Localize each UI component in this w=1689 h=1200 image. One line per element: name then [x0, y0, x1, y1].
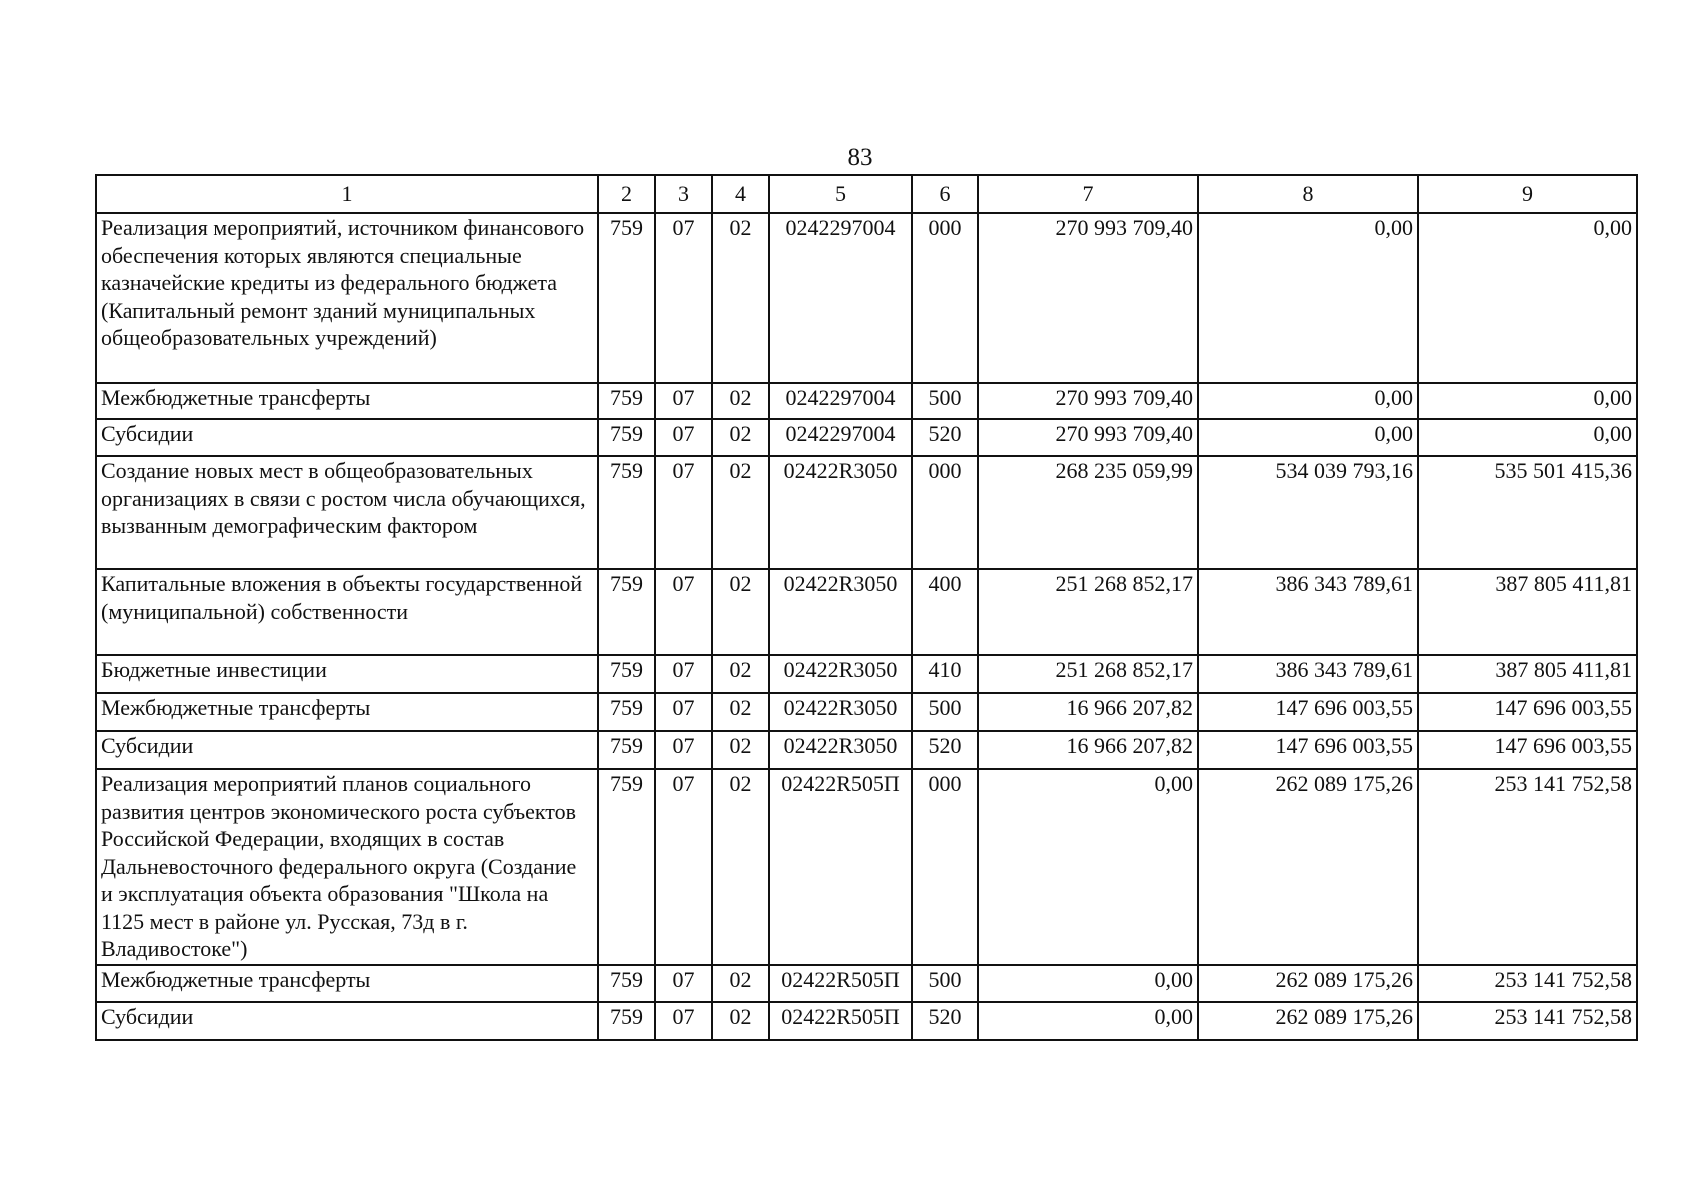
table-row	[96, 693, 1637, 731]
amount-col8-cell: 147 696 003,55	[1198, 693, 1418, 731]
amount-col8-cell: 386 343 789,61	[1198, 655, 1418, 693]
amount-col8-cell: 147 696 003,55	[1198, 731, 1418, 769]
admin-code-cell: 759	[598, 383, 655, 419]
column-header: 2	[598, 175, 655, 213]
subsection-cell: 02	[712, 693, 769, 731]
subsection-cell: 02	[712, 731, 769, 769]
amount-col9-cell: 0,00	[1418, 383, 1637, 419]
section-cell: 07	[655, 419, 712, 456]
column-header: 4	[712, 175, 769, 213]
amount-col9-cell: 0,00	[1418, 213, 1637, 383]
section-cell: 07	[655, 769, 712, 965]
row-name-cell: Реализация мероприятий планов социального развития центров экономического роста субъектов Российской Федерации, входящих в состав Дальневосточного федерального округа (Создание и эксплуатация объекта образования "Школа на 1125 мест в районе ул. Русская, 73д в г. Владивостоке")	[96, 769, 598, 965]
row-name-cell: Межбюджетные трансферты	[96, 383, 598, 419]
amount-col9-cell: 253 141 752,58	[1418, 965, 1637, 1002]
expense-type-cell: 500	[912, 693, 978, 731]
admin-code-cell: 759	[598, 1002, 655, 1040]
amount-col8-cell: 0,00	[1198, 419, 1418, 456]
section-cell: 07	[655, 731, 712, 769]
amount-col8-cell: 0,00	[1198, 213, 1418, 383]
amount-col8-cell: 386 343 789,61	[1198, 569, 1418, 655]
amount-col9-cell: 0,00	[1418, 419, 1637, 456]
row-name-cell: Субсидии	[96, 1002, 598, 1040]
expense-type-cell: 500	[912, 965, 978, 1002]
target-article-cell: 0242297004	[769, 419, 912, 456]
row-name-cell: Субсидии	[96, 731, 598, 769]
amount-col9-cell: 147 696 003,55	[1418, 693, 1637, 731]
expense-type-cell: 520	[912, 1002, 978, 1040]
section-cell: 07	[655, 383, 712, 419]
row-name-cell: Субсидии	[96, 419, 598, 456]
expense-type-cell: 000	[912, 213, 978, 383]
target-article-cell: 02422R505П	[769, 769, 912, 965]
amount-col9-cell: 387 805 411,81	[1418, 569, 1637, 655]
section-cell: 07	[655, 569, 712, 655]
expense-type-cell: 400	[912, 569, 978, 655]
admin-code-cell: 759	[598, 693, 655, 731]
row-name-cell: Капитальные вложения в объекты государственной (муниципальной) собственности	[96, 569, 598, 655]
column-header: 3	[655, 175, 712, 213]
table-row	[96, 569, 1637, 655]
table-row	[96, 731, 1637, 769]
target-article-cell: 02422R3050	[769, 456, 912, 569]
table-row	[96, 456, 1637, 569]
table-row	[96, 1002, 1637, 1040]
target-article-cell: 02422R505П	[769, 965, 912, 1002]
column-header: 7	[978, 175, 1198, 213]
expense-type-cell: 410	[912, 655, 978, 693]
section-cell: 07	[655, 456, 712, 569]
expense-type-cell: 000	[912, 456, 978, 569]
table-row	[96, 213, 1637, 383]
admin-code-cell: 759	[598, 419, 655, 456]
page-number: 83	[847, 144, 873, 171]
amount-col7-cell: 16 966 207,82	[978, 731, 1198, 769]
amount-col9-cell: 253 141 752,58	[1418, 1002, 1637, 1040]
table-header-row	[96, 175, 1637, 213]
column-header: 5	[769, 175, 912, 213]
amount-col7-cell: 270 993 709,40	[978, 213, 1198, 383]
target-article-cell: 0242297004	[769, 213, 912, 383]
admin-code-cell: 759	[598, 456, 655, 569]
expense-type-cell: 520	[912, 419, 978, 456]
column-header: 8	[1198, 175, 1418, 213]
section-cell: 07	[655, 1002, 712, 1040]
section-cell: 07	[655, 213, 712, 383]
amount-col9-cell: 253 141 752,58	[1418, 769, 1637, 965]
row-name-cell: Межбюджетные трансферты	[96, 693, 598, 731]
amount-col8-cell: 534 039 793,16	[1198, 456, 1418, 569]
amount-col9-cell: 535 501 415,36	[1418, 456, 1637, 569]
expense-type-cell: 500	[912, 383, 978, 419]
amount-col7-cell: 0,00	[978, 965, 1198, 1002]
table-row	[96, 383, 1637, 419]
amount-col7-cell: 16 966 207,82	[978, 693, 1198, 731]
amount-col7-cell: 270 993 709,40	[978, 419, 1198, 456]
row-name-cell: Межбюджетные трансферты	[96, 965, 598, 1002]
admin-code-cell: 759	[598, 655, 655, 693]
section-cell: 07	[655, 655, 712, 693]
target-article-cell: 02422R3050	[769, 655, 912, 693]
table-row	[96, 769, 1637, 965]
target-article-cell: 02422R3050	[769, 569, 912, 655]
amount-col9-cell: 147 696 003,55	[1418, 731, 1637, 769]
table-row	[96, 655, 1637, 693]
table-row	[96, 419, 1637, 456]
subsection-cell: 02	[712, 965, 769, 1002]
expense-type-cell: 000	[912, 769, 978, 965]
amount-col7-cell: 270 993 709,40	[978, 383, 1198, 419]
amount-col7-cell: 251 268 852,17	[978, 655, 1198, 693]
admin-code-cell: 759	[598, 731, 655, 769]
amount-col8-cell: 262 089 175,26	[1198, 769, 1418, 965]
target-article-cell: 02422R3050	[769, 731, 912, 769]
subsection-cell: 02	[712, 1002, 769, 1040]
amount-col8-cell: 262 089 175,26	[1198, 1002, 1418, 1040]
amount-col7-cell: 251 268 852,17	[978, 569, 1198, 655]
target-article-cell: 02422R3050	[769, 693, 912, 731]
column-header: 9	[1418, 175, 1637, 213]
subsection-cell: 02	[712, 569, 769, 655]
admin-code-cell: 759	[598, 965, 655, 1002]
target-article-cell: 0242297004	[769, 383, 912, 419]
expense-type-cell: 520	[912, 731, 978, 769]
subsection-cell: 02	[712, 419, 769, 456]
amount-col8-cell: 262 089 175,26	[1198, 965, 1418, 1002]
section-cell: 07	[655, 693, 712, 731]
subsection-cell: 02	[712, 456, 769, 569]
subsection-cell: 02	[712, 213, 769, 383]
admin-code-cell: 759	[598, 213, 655, 383]
target-article-cell: 02422R505П	[769, 1002, 912, 1040]
subsection-cell: 02	[712, 655, 769, 693]
section-cell: 07	[655, 965, 712, 1002]
column-header: 1	[96, 175, 598, 213]
amount-col7-cell: 268 235 059,99	[978, 456, 1198, 569]
row-name-cell: Реализация мероприятий, источником финансового обеспечения которых являются специальные казначейские кредиты из федерального бюджета (Капитальный ремонт зданий муниципальных общеобразовательных учреждений)	[96, 213, 598, 383]
subsection-cell: 02	[712, 383, 769, 419]
admin-code-cell: 759	[598, 769, 655, 965]
amount-col7-cell: 0,00	[978, 769, 1198, 965]
subsection-cell: 02	[712, 769, 769, 965]
table-row	[96, 965, 1637, 1002]
row-name-cell: Бюджетные инвестиции	[96, 655, 598, 693]
amount-col7-cell: 0,00	[978, 1002, 1198, 1040]
admin-code-cell: 759	[598, 569, 655, 655]
row-name-cell: Создание новых мест в общеобразовательных организациях в связи с ростом числа обучающихся, вызванным демографическим фактором	[96, 456, 598, 569]
budget-table	[95, 174, 1638, 1041]
amount-col8-cell: 0,00	[1198, 383, 1418, 419]
amount-col9-cell: 387 805 411,81	[1418, 655, 1637, 693]
column-header: 6	[912, 175, 978, 213]
